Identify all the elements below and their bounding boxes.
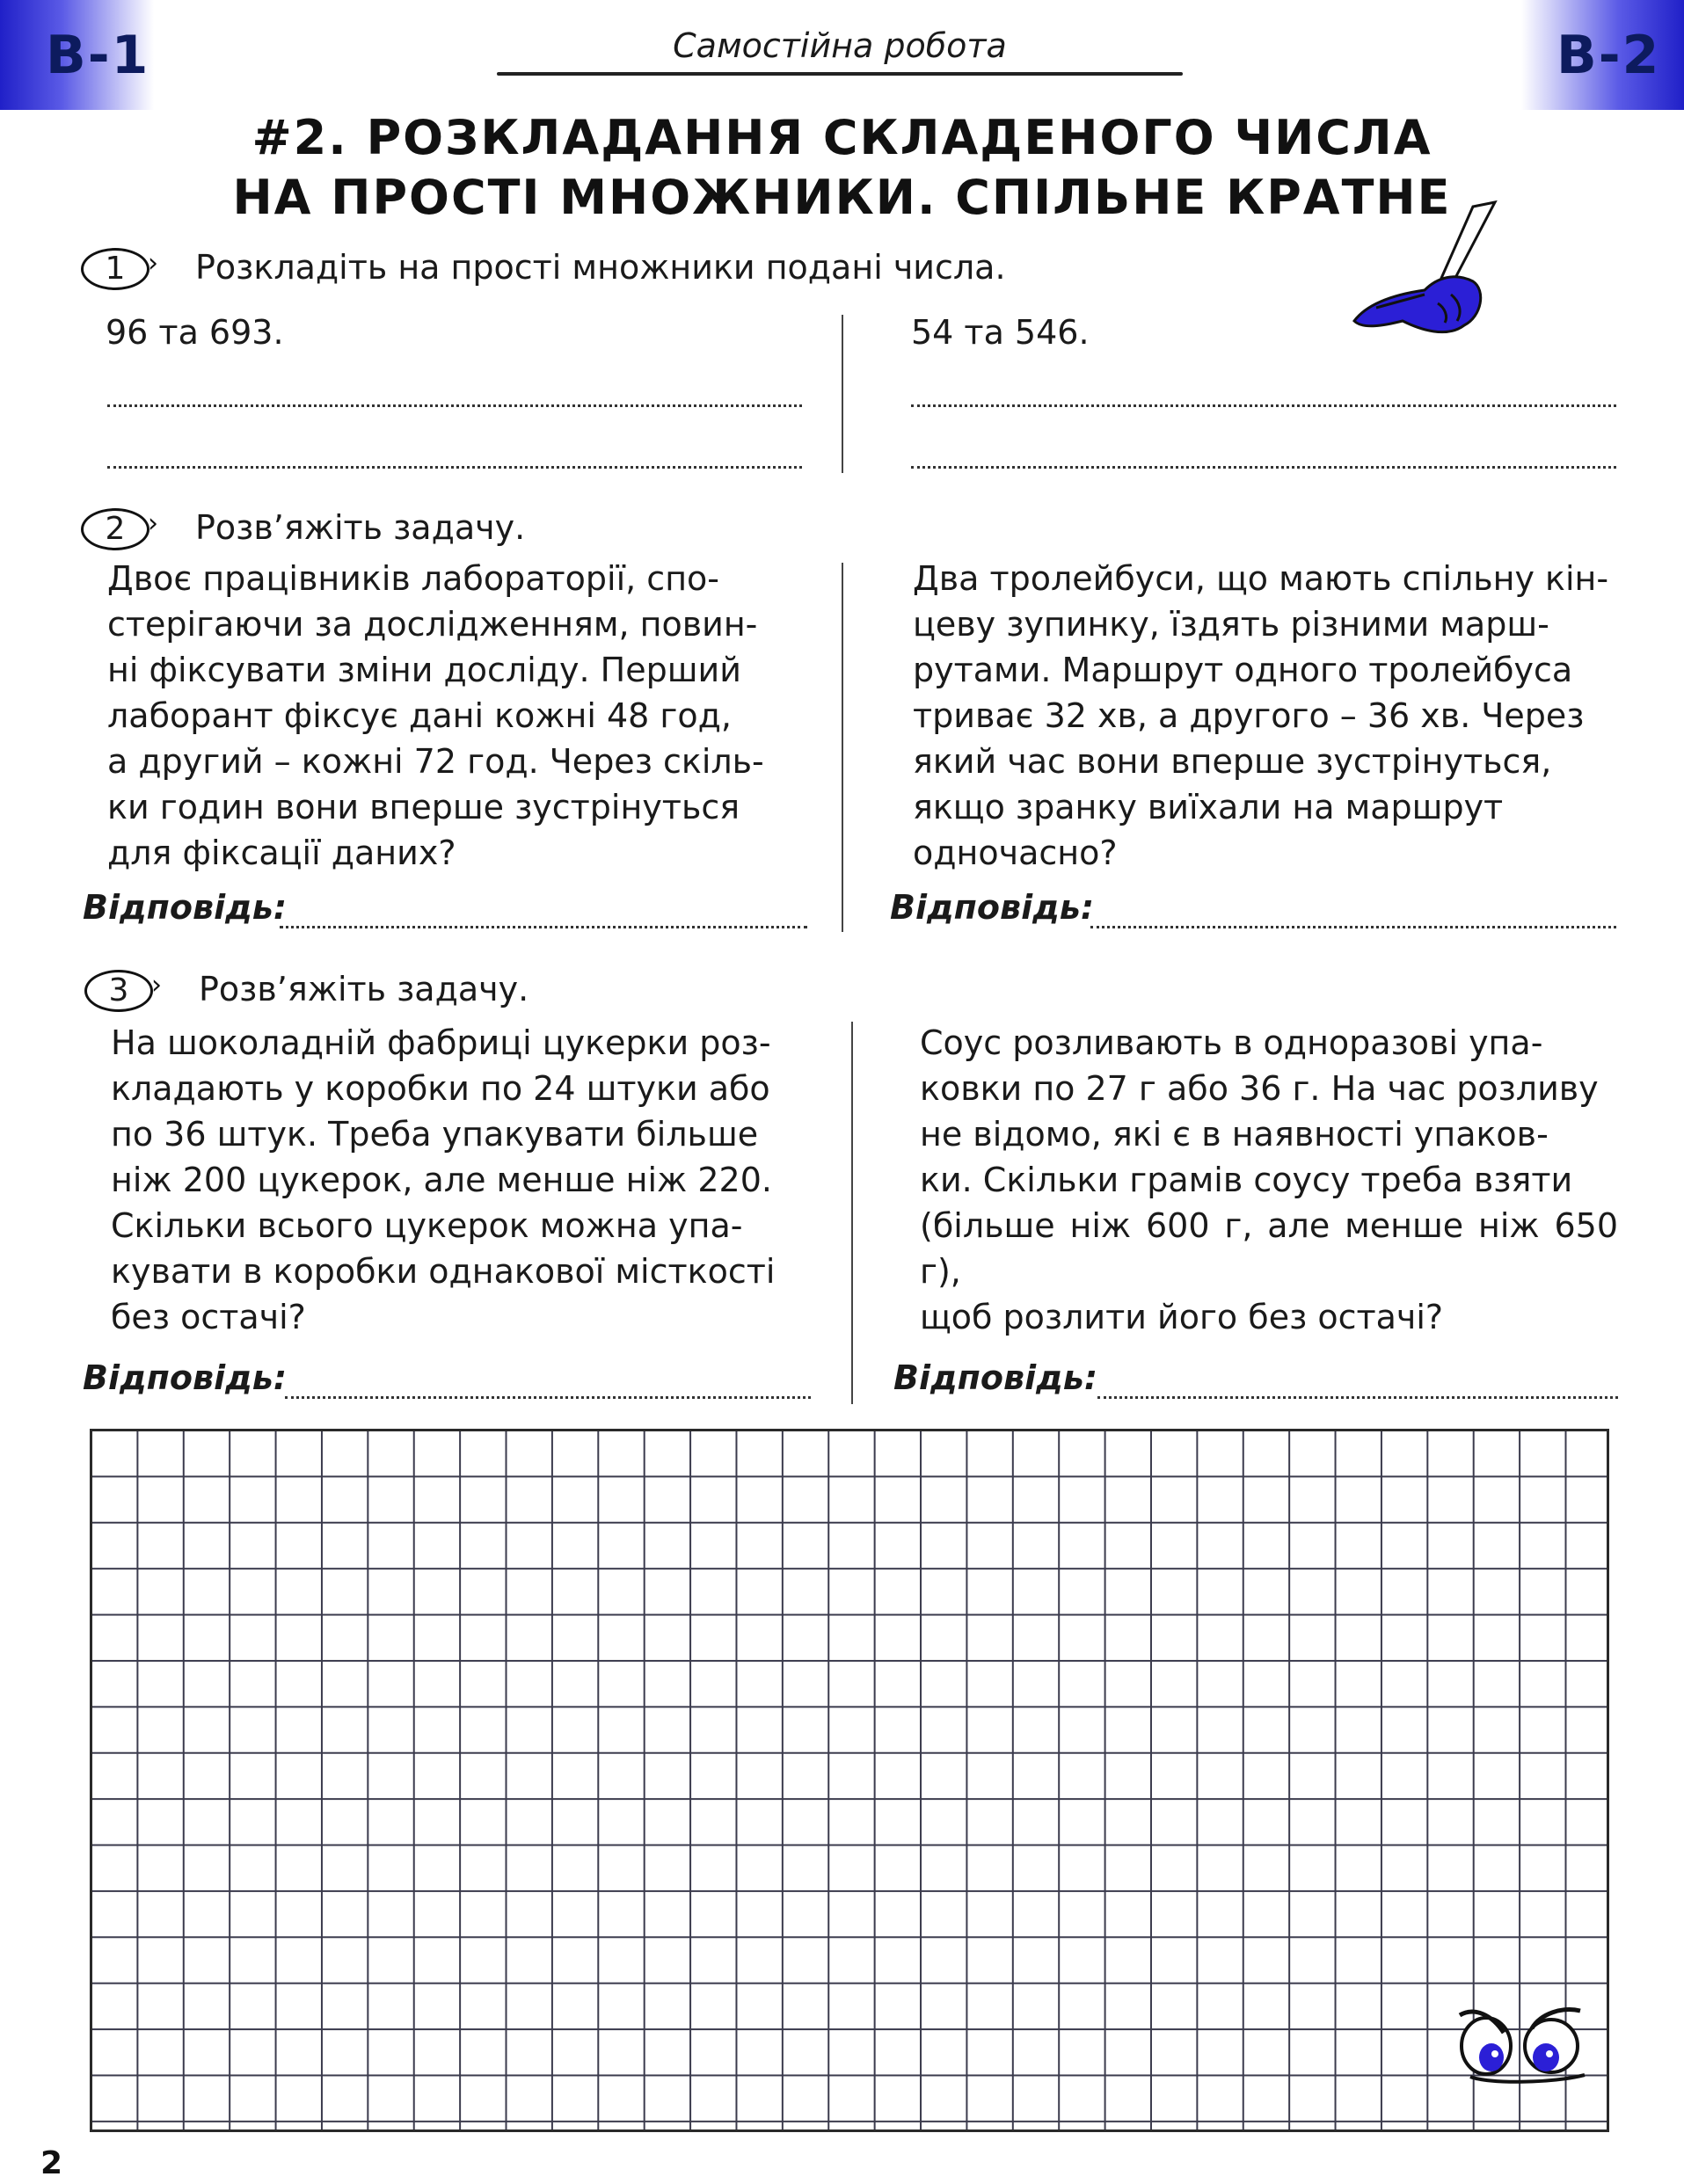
task3-left-answer-line[interactable] — [285, 1396, 811, 1399]
text-line: цеву зупинку, їздять різними марш- — [913, 605, 1549, 644]
variant-tab-1 — [0, 0, 154, 110]
task3-instruction: Розв’яжіть задачу. — [199, 970, 529, 1008]
task2-right-answer-line[interactable] — [1090, 926, 1616, 928]
column-divider — [842, 315, 843, 473]
variant-tab-2 — [1521, 0, 1684, 110]
text-line: ні фіксувати зміни досліду. Перший — [107, 651, 741, 689]
task-number-3: 3 — [84, 970, 153, 1012]
text-line: по 36 штук. Треба упакувати більше — [111, 1115, 759, 1154]
text-line: якщо зранку виїхали на маршрут — [913, 788, 1504, 826]
task2-left-answer-line[interactable] — [280, 926, 807, 928]
text-line: Соус розливають в одноразові упа- — [920, 1023, 1543, 1062]
column-divider — [851, 1022, 853, 1404]
text-line: Скільки всього цукерок можна упа- — [111, 1206, 743, 1245]
answer-line[interactable] — [107, 404, 802, 407]
task-number-2: 2 — [81, 508, 149, 550]
task1-instruction: Розкладіть на прості множники подані числа. — [195, 248, 1006, 287]
text-line: одночасно? — [913, 834, 1118, 872]
text-line: кладають у коробки по 24 штуки або — [111, 1069, 770, 1108]
task-arrow-icon: › — [148, 508, 158, 539]
answer-line[interactable] — [911, 466, 1616, 469]
task3-right-answer-label: Відповідь: — [893, 1358, 1098, 1397]
page-number: 2 — [40, 2145, 63, 2181]
task1-left-numbers: 96 та 693. — [106, 313, 284, 352]
title-line-2: НА ПРОСТІ МНОЖНИКИ. СПІЛЬНЕ КРАТНЕ — [232, 170, 1452, 225]
text-line: стерігаючи за дослідженням, повин- — [107, 605, 758, 644]
task-arrow-icon: › — [148, 248, 158, 279]
answer-line[interactable] — [911, 404, 1616, 407]
title-line-1: #2. РОЗКЛАДАННЯ СКЛАДЕНОГО ЧИСЛА — [252, 110, 1432, 165]
variant-label-1: В-1 — [46, 24, 150, 86]
eyes-mascot-icon — [1453, 1989, 1611, 2086]
text-line: лаборант фіксує дані кожні 48 год, — [107, 696, 732, 735]
text-line: Два тролейбуси, що мають спільну кін- — [913, 559, 1609, 598]
task3-left-text — [111, 1020, 810, 1340]
text-line: для фіксації даних? — [107, 834, 456, 872]
header-label: Самостійна робота — [673, 26, 1007, 65]
text-line: триває 32 хв, а другого – 36 хв. Через — [913, 696, 1585, 735]
answer-line[interactable] — [107, 466, 802, 469]
text-line: Двоє працівників лабораторії, спо- — [107, 559, 720, 598]
grid-workspace[interactable] — [90, 1429, 1609, 2132]
text-line: не відомо, які є в наявності упаков- — [920, 1115, 1549, 1154]
task-number-1: 1 — [81, 248, 149, 290]
header-rule — [497, 72, 1183, 76]
task3-left-answer-label: Відповідь: — [83, 1358, 288, 1397]
task2-left-answer-label: Відповідь: — [83, 888, 288, 927]
text-line: ніж 200 цукерок, але менше ніж 220. — [111, 1161, 772, 1199]
task2-right-text — [913, 556, 1616, 876]
pointing-hand-icon — [1341, 198, 1530, 343]
text-line: На шоколадній фабриці цукерки роз- — [111, 1023, 771, 1062]
text-line: ковки по 27 г або 36 г. На час розливу — [920, 1069, 1599, 1108]
text-line: ки годин вони вперше зустрінуться — [107, 788, 740, 826]
text-line: без остачі? — [111, 1298, 306, 1336]
task3-right-answer-line[interactable] — [1097, 1396, 1618, 1399]
task2-left-text — [107, 556, 805, 876]
task1-right-numbers: 54 та 546. — [911, 313, 1090, 352]
text-line: кувати в коробки однакової місткості — [111, 1252, 776, 1291]
variant-label-2: В-2 — [1556, 24, 1661, 86]
text-line: рутами. Маршрут одного тролейбуса — [913, 651, 1573, 689]
text-line: а другий – кожні 72 год. Через скіль- — [107, 742, 764, 781]
text-line: (більше ніж 600 г, але менше ніж 650 г), — [920, 1206, 1618, 1291]
task2-instruction: Розв’яжіть задачу. — [195, 508, 526, 547]
text-line: ки. Скільки грамів соусу треба взяти — [920, 1161, 1573, 1199]
column-divider — [842, 563, 843, 932]
text-line: щоб розлити його без остачі? — [920, 1298, 1444, 1336]
task-arrow-icon: › — [151, 970, 162, 1001]
task2-right-answer-label: Відповідь: — [890, 888, 1095, 927]
text-line: який час вони вперше зустрінуться, — [913, 742, 1552, 781]
task3-right-text — [920, 1020, 1618, 1340]
